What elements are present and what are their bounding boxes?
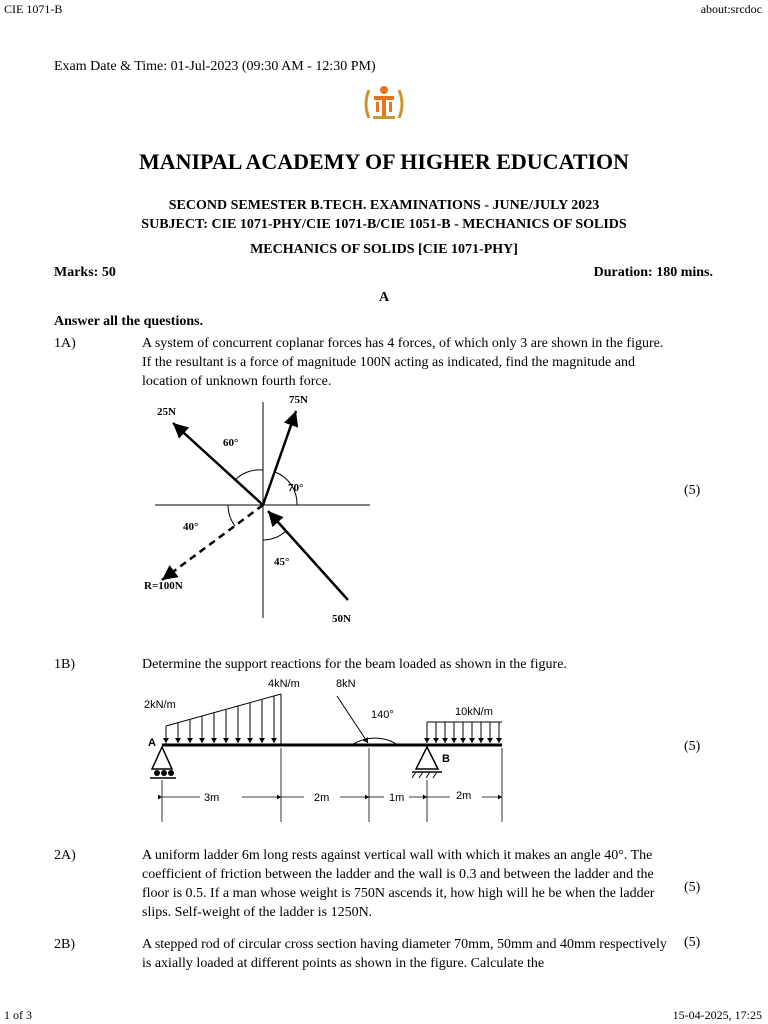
institution-title: MANIPAL ACADEMY OF HIGHER EDUCATION bbox=[138, 149, 630, 174]
question-text-1a: A system of concurrent coplanar forces has 4 forces, of which only 3 are shown in the figure. If the resultant is a force of magnitude 100N acting as indicated, find the magnitude and location of unknown fourth force. bbox=[142, 336, 664, 389]
label-load-10kn: 10kN/m bbox=[455, 706, 493, 718]
label-75n: 75N bbox=[289, 394, 308, 406]
section-label: A bbox=[378, 290, 390, 305]
label-support-a: A bbox=[148, 737, 156, 749]
label-resultant: R=100N bbox=[144, 580, 183, 592]
question-text-2a: A uniform ladder 6m long rests against vertical wall with which it makes an angle 40°. The coefficient of friction between the ladder and the wall is 0.3 and between the ladder and the floor is 0.5. If a man whose weight is 750N ascends it, how high will he be when the ladder slips. Self-weight of the ladder is 1250N. bbox=[142, 848, 655, 920]
question-marks-2a: (5) bbox=[684, 880, 701, 895]
question-marks-1a: (5) bbox=[684, 483, 701, 498]
label-support-b: B bbox=[442, 753, 450, 765]
resultant-arrow bbox=[162, 505, 263, 580]
question-number-1b: 1B) bbox=[54, 657, 75, 672]
label-50n: 50N bbox=[332, 613, 351, 625]
question-marks-2b: (5) bbox=[684, 935, 701, 950]
dimension-lines bbox=[162, 748, 502, 822]
instruction: Answer all the questions. bbox=[54, 314, 204, 329]
force-25n-arrow bbox=[173, 423, 263, 505]
udl-arrows bbox=[166, 696, 274, 743]
angle-arc-45 bbox=[263, 531, 286, 540]
question-text-2b: A stepped rod of circular cross section having diameter 70mm, 50mm and 40mm respectively is axially loaded at different points as shown in the figure. Calculate the bbox=[142, 937, 667, 971]
figure-concurrent-forces bbox=[130, 390, 390, 630]
angle-arc-60 bbox=[235, 470, 263, 480]
question-number-2b: 2B) bbox=[54, 937, 75, 952]
page-url: about:srcdoc bbox=[700, 2, 762, 16]
label-load-8kn: 8kN bbox=[336, 678, 356, 690]
label-angle-70: 70° bbox=[288, 482, 304, 494]
support-a-roller bbox=[152, 747, 172, 769]
question-number-1a: 1A) bbox=[54, 336, 76, 351]
label-angle-60: 60° bbox=[223, 437, 239, 449]
duration: Duration: 180 mins. bbox=[593, 265, 713, 280]
label-dim-2m: 2m bbox=[314, 792, 330, 804]
label-dim-2m-b: 2m bbox=[456, 790, 472, 802]
marks-total: Marks: 50 bbox=[54, 265, 116, 280]
subject-line: SUBJECT: CIE 1071-PHY/CIE 1071-B/CIE 1051-B - MECHANICS OF SOLIDS bbox=[141, 217, 627, 232]
print-timestamp: 15-04-2025, 17:25 bbox=[672, 1008, 762, 1022]
label-dim-3m: 3m bbox=[204, 792, 220, 804]
support-b-hinge bbox=[416, 747, 438, 769]
label-25n: 25N bbox=[157, 406, 176, 418]
exam-date-time: Exam Date & Time: 01-Jul-2023 (09:30 AM - 12:30 PM) bbox=[54, 59, 376, 74]
university-logo-icon bbox=[361, 82, 407, 124]
page-tab-title: CIE 1071-B bbox=[4, 2, 63, 16]
question-number-2a: 2A) bbox=[54, 848, 76, 863]
figure-beam bbox=[140, 672, 520, 827]
udl-top-line bbox=[166, 694, 281, 726]
question-marks-1b: (5) bbox=[684, 739, 701, 754]
label-angle-40: 40° bbox=[183, 521, 199, 533]
label-load-2kn: 2kN/m bbox=[144, 699, 176, 711]
course-title: MECHANICS OF SOLIDS [CIE 1071-PHY] bbox=[250, 242, 518, 257]
page-count: 1 of 3 bbox=[4, 1008, 32, 1022]
label-dim-1m: 1m bbox=[389, 792, 405, 804]
label-load-4kn: 4kN/m bbox=[268, 678, 300, 690]
exam-name: SECOND SEMESTER B.TECH. EXAMINATIONS - JUNE/JULY 2023 bbox=[168, 198, 600, 213]
udl-10-arrows bbox=[427, 722, 499, 743]
angle-arc-40 bbox=[228, 505, 235, 526]
point-load-arrow bbox=[337, 696, 368, 743]
label-angle-140: 140° bbox=[371, 709, 394, 721]
label-angle-45: 45° bbox=[274, 556, 290, 568]
question-text-1b: Determine the support reactions for the beam loaded as shown in the figure. bbox=[142, 657, 567, 672]
